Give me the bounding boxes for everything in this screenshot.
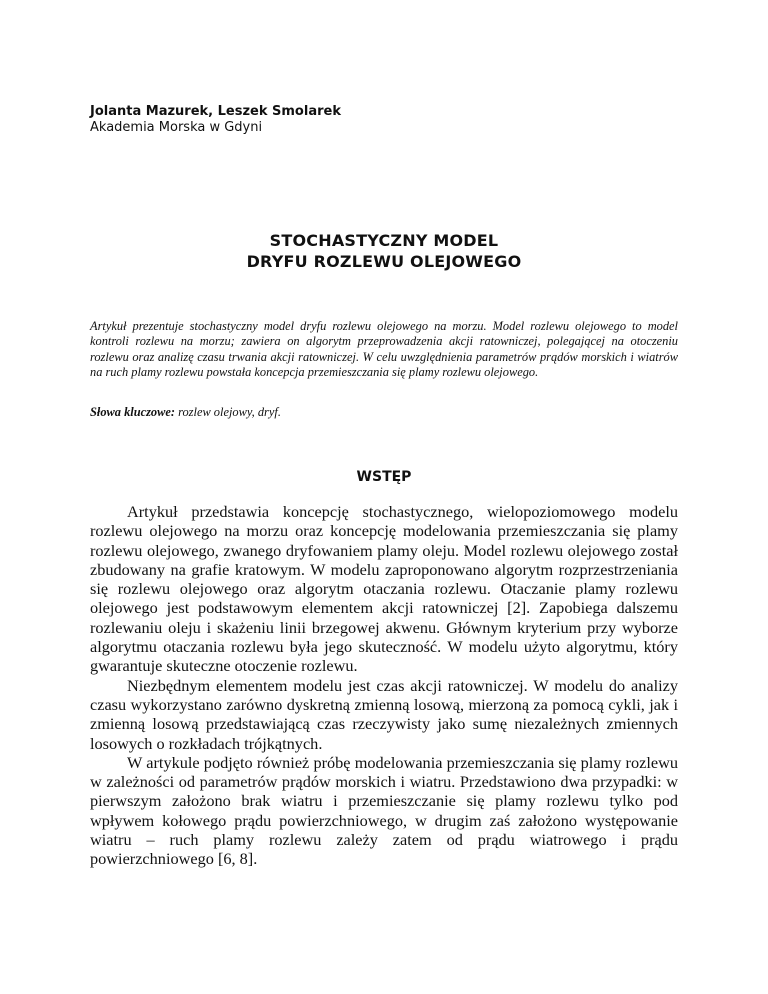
body-paragraph-3: W artykule podjęto również próbę modelowania przemieszczania się plamy rozlewu w zależności od parametrów prądów morskich i wiatru. Przedstawiono dwa przypadki: w pierwszym założono brak wiatru i przemieszczanie się plamy rozlewu tylko pod wpływem kołowego prądu powierzchniowego, w drugim zaś założono występowanie wiatru – ruch plamy rozlewu zależy zatem od prądu wiatrowego i prądu powierzchniowego [6, 8]. xyxy=(90,752,678,869)
body-text xyxy=(90,502,678,869)
author-block xyxy=(90,104,341,136)
abstract xyxy=(90,319,678,380)
author-names: Jolanta Mazurek, Leszek Smolarek xyxy=(90,104,341,119)
keywords xyxy=(90,405,678,420)
author-affiliation: Akademia Morska w Gdyni xyxy=(90,120,263,135)
paper-title-line-1: STOCHASTYCZNY MODEL xyxy=(269,231,499,250)
abstract-text: Artykuł prezentuje stochastyczny model dryfu rozlewu olejowego na morzu. Model rozlewu olejowego to model kontroli rozlewu na morzu; zawiera on algorytm przeprowadzenia akcji ratowniczej, polegającej na otoczeniu rozlewu oraz analizę czasu trwania akcji ratowniczej. W celu uwzględnienia parametrów prądów morskich i wiatrów na ruch plamy rozlewu powstała koncepcja przemieszczania się plamy rozlewu olejowego. xyxy=(90,319,678,379)
paper-title xyxy=(0,230,768,272)
keywords-text: rozlew olejowy, dryf. xyxy=(175,405,281,419)
keywords-label: Słowa kluczowe: xyxy=(90,405,176,419)
section-heading: WSTĘP xyxy=(356,469,412,485)
body-paragraph-1: Artykuł przedstawia koncepcję stochastycznego, wielopoziomowego modelu rozlewu olejowego na morzu oraz koncepcję modelowania przemieszczania się plamy rozlewu olejowego, zwanego dryfowaniem plamy oleju. Model rozlewu olejowego został zbudowany na grafie kratowym. W modelu zaproponowano algorytm rozprzestrzeniania się rozlewu olejowego oraz algorytm otaczania rozlewu. Otaczanie plamy rozlewu olejowego jest podstawowym elementem akcji ratowniczej [2]. Zapobiega dalszemu rozlewaniu oleju i skażeniu linii brzegowej akwenu. Głównym kryterium przy wyborze algorytmu otaczania rozlewu była jego skuteczność. W modelu użyto algorytmu, który gwarantuje skuteczne otoczenie rozlewu. xyxy=(90,502,678,676)
paper-title-line-2: DRYFU ROZLEWU OLEJOWEGO xyxy=(246,252,522,271)
body-paragraph-2: Niezbędnym elementem modelu jest czas akcji ratowniczej. W modelu do analizy czasu wykorzystano zarówno dyskretną zmienną losową, mierzoną za pomocą cykli, jak i zmienną losową przedstawiającą czas rzeczywisty jako sumę niezależnych zmiennych losowych o rozkładach trójkątnych. xyxy=(90,675,678,753)
